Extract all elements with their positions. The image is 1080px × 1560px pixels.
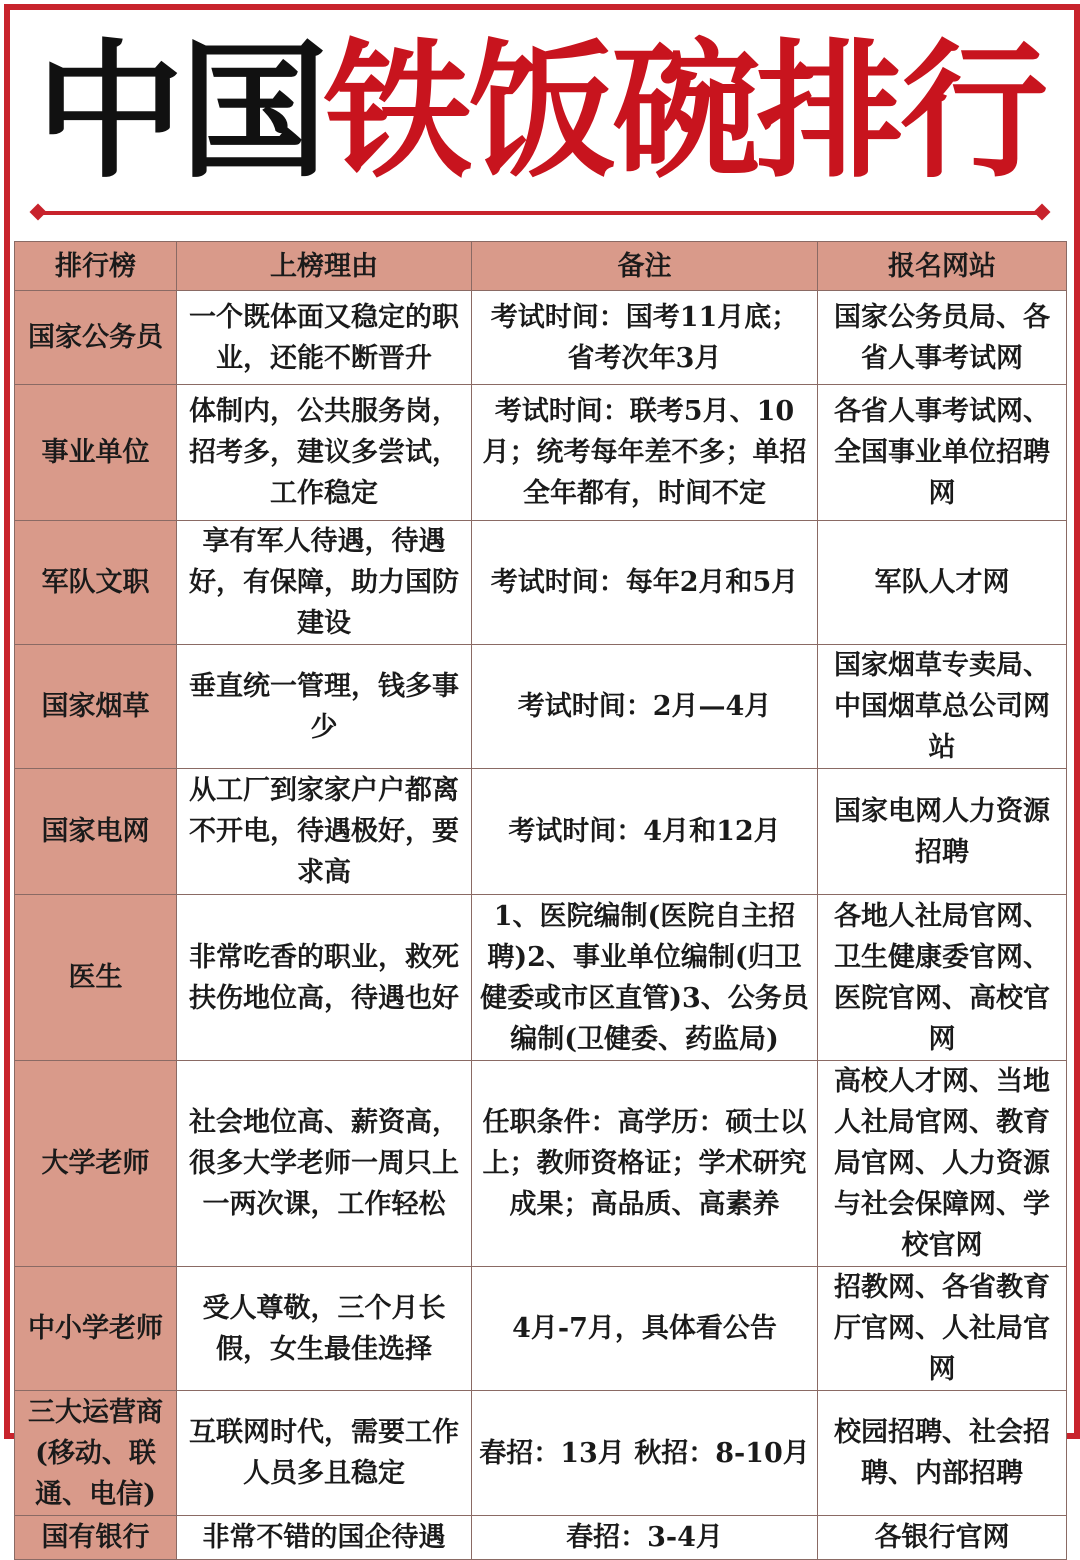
title-red: 铁饭碗排行: [324, 26, 1044, 198]
row-reason: 社会地位高、薪资高，很多大学老师一周只上一两次课，工作轻松: [177, 1061, 472, 1267]
row-name: 军队文职: [15, 521, 177, 645]
row-name: 国有银行: [15, 1516, 177, 1560]
row-note: 春招：3-4月: [472, 1516, 818, 1560]
row-name: 中小学老师: [15, 1267, 177, 1391]
row-site: 高校人才网、当地人社局官网、教育局官网、人力资源与社会保障网、学校官网: [818, 1061, 1067, 1267]
row-name: 国家电网: [15, 769, 177, 895]
row-site: 国家公务员局、各省人事考试网: [818, 291, 1067, 385]
table-row: [15, 1267, 1067, 1391]
row-note: 考试时间：4月和12月: [472, 769, 818, 895]
table-row: [15, 521, 1067, 645]
row-name: 三大运营商(移动、联通、电信): [15, 1391, 177, 1516]
row-name: 医生: [15, 895, 177, 1061]
table-row: [15, 769, 1067, 895]
row-reason: 非常不错的国企待遇: [177, 1516, 472, 1560]
row-note: 考试时间：联考5月、10月；统考每年差不多；单招全年都有，时间不定: [472, 385, 818, 521]
title-black: 中国: [36, 26, 324, 198]
row-site: 校园招聘、社会招聘、内部招聘: [818, 1391, 1067, 1516]
row-site: 国家电网人力资源招聘: [818, 769, 1067, 895]
row-reason: 享有军人待遇，待遇好，有保障，助力国防建设: [177, 521, 472, 645]
row-reason: 体制内，公共服务岗，招考多，建议多尝试，工作稳定: [177, 385, 472, 521]
table-header-row: [15, 242, 1067, 291]
page-title: [0, 22, 1080, 202]
row-name: 大学老师: [15, 1061, 177, 1267]
row-site: 国家烟草专卖局、中国烟草总公司网站: [818, 645, 1067, 769]
row-reason: 互联网时代，需要工作人员多且稳定: [177, 1391, 472, 1516]
header-site: 报名网站: [818, 242, 1067, 291]
row-note: 春招：13月 秋招：8-10月: [472, 1391, 818, 1516]
row-note: 1、医院编制(医院自主招聘)2、事业单位编制(归卫健委或市区直管)3、公务员编制(卫健委、药监局): [472, 895, 818, 1061]
ranking-table: [14, 241, 1067, 1560]
table-row: [15, 291, 1067, 385]
header-reason: 上榜理由: [177, 242, 472, 291]
table-row: [15, 1061, 1067, 1267]
title-divider: [40, 211, 1040, 215]
row-reason: 一个既体面又稳定的职业，还能不断晋升: [177, 291, 472, 385]
row-reason: 垂直统一管理，钱多事少: [177, 645, 472, 769]
header-rank: 排行榜: [15, 242, 177, 291]
row-note: 考试时间：每年2月和5月: [472, 521, 818, 645]
table-row: [15, 645, 1067, 769]
row-site: 各银行官网: [818, 1516, 1067, 1560]
row-name: 国家烟草: [15, 645, 177, 769]
row-reason: 非常吃香的职业，救死扶伤地位高，待遇也好: [177, 895, 472, 1061]
row-note: 4月-7月，具体看公告: [472, 1267, 818, 1391]
row-site: 各省人事考试网、全国事业单位招聘网: [818, 385, 1067, 521]
header-note: 备注: [472, 242, 818, 291]
row-note: 任职条件：高学历：硕士以上；教师资格证；学术研究成果；高品质、高素养: [472, 1061, 818, 1267]
row-reason: 受人尊敬，三个月长假，女生最佳选择: [177, 1267, 472, 1391]
row-note: 考试时间：2月—4月: [472, 645, 818, 769]
table-row: [15, 895, 1067, 1061]
row-site: 各地人社局官网、卫生健康委官网、医院官网、高校官网: [818, 895, 1067, 1061]
row-name: 国家公务员: [15, 291, 177, 385]
row-note: 考试时间：国考11月底；省考次年3月: [472, 291, 818, 385]
row-name: 事业单位: [15, 385, 177, 521]
row-reason: 从工厂到家家户户都离不开电，待遇极好，要求高: [177, 769, 472, 895]
table-row: [15, 385, 1067, 521]
row-site: 招教网、各省教育厅官网、人社局官网: [818, 1267, 1067, 1391]
table-row: [15, 1516, 1067, 1560]
table-row: [15, 1391, 1067, 1516]
row-site: 军队人才网: [818, 521, 1067, 645]
